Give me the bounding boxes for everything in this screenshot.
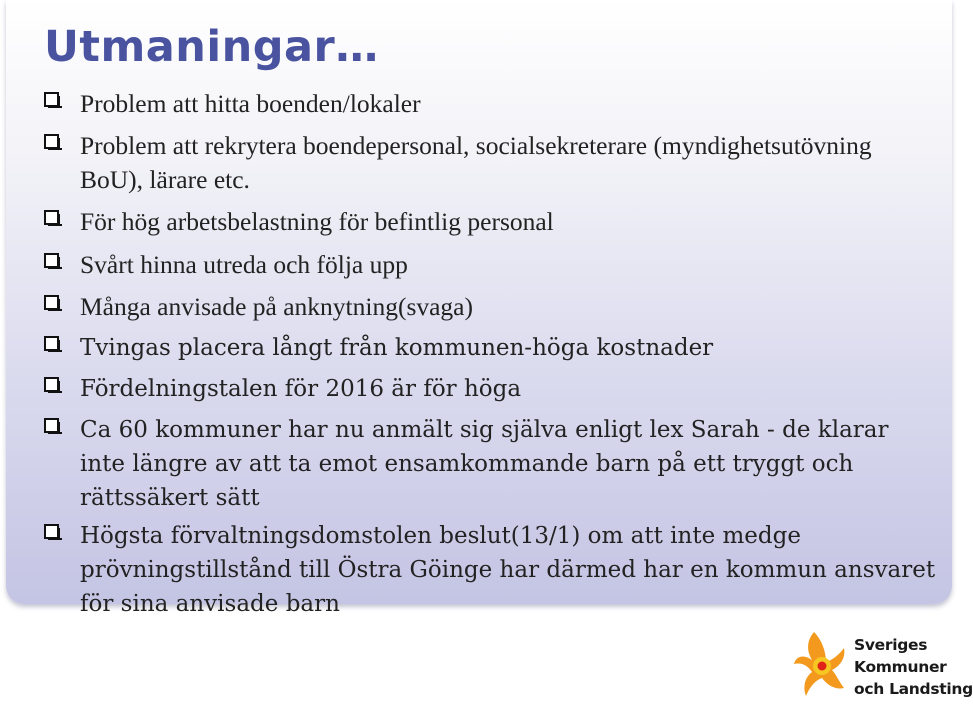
- skl-logo: [792, 630, 973, 704]
- checkbox-bullet-icon: [44, 295, 59, 310]
- logo-line: Kommuner: [854, 658, 947, 676]
- checkbox-bullet-icon: [44, 524, 59, 539]
- checkbox-bullet-icon: [44, 336, 59, 351]
- logo-line: Sveriges: [854, 636, 928, 654]
- skl-emblem-icon: [792, 630, 852, 704]
- bullet-text: För hög arbetsbelastning för befintlig personal: [80, 207, 554, 236]
- bullet-text: Problem att rekrytera boendepersonal, socialsekreterare (myndighetsutövning BoU), lärare etc.: [80, 131, 872, 194]
- checkbox-bullet-icon: [44, 210, 59, 225]
- checkbox-bullet-icon: [44, 134, 59, 149]
- logo-wordmark: [854, 634, 973, 700]
- bullet-text: Många anvisade på anknytning(svaga): [80, 292, 473, 321]
- checkbox-bullet-icon: [44, 418, 59, 433]
- checkbox-bullet-icon: [44, 377, 59, 392]
- bullet-text: Tvingas placera långt från kommunen-höga kostnader: [80, 335, 714, 361]
- bullet-text: Svårt hinna utreda och följa upp: [80, 250, 408, 279]
- slide-title: Utmaningar…: [44, 22, 379, 72]
- logo-line: och Landsting: [854, 680, 973, 698]
- bullet-text: Ca 60 kommuner har nu anmält sig själva enligt lex Sarah - de klarar inte längre av att ta emot ensamkommande barn på ett tryggt och rättssäkert sätt: [80, 417, 889, 511]
- bullet-text: Fördelningstalen för 2016 är för höga: [80, 376, 522, 402]
- checkbox-bullet-icon: [44, 92, 59, 107]
- bullet-text: Problem att hitta boenden/lokaler: [80, 89, 421, 118]
- bullet-text: Högsta förvaltningsdomstolen beslut(13/1) om att inte medge prövningstillstånd till Östra Göinge har därmed har en kommun ansvaret för sina anvisade barn: [80, 523, 936, 617]
- checkbox-bullet-icon: [44, 253, 59, 268]
